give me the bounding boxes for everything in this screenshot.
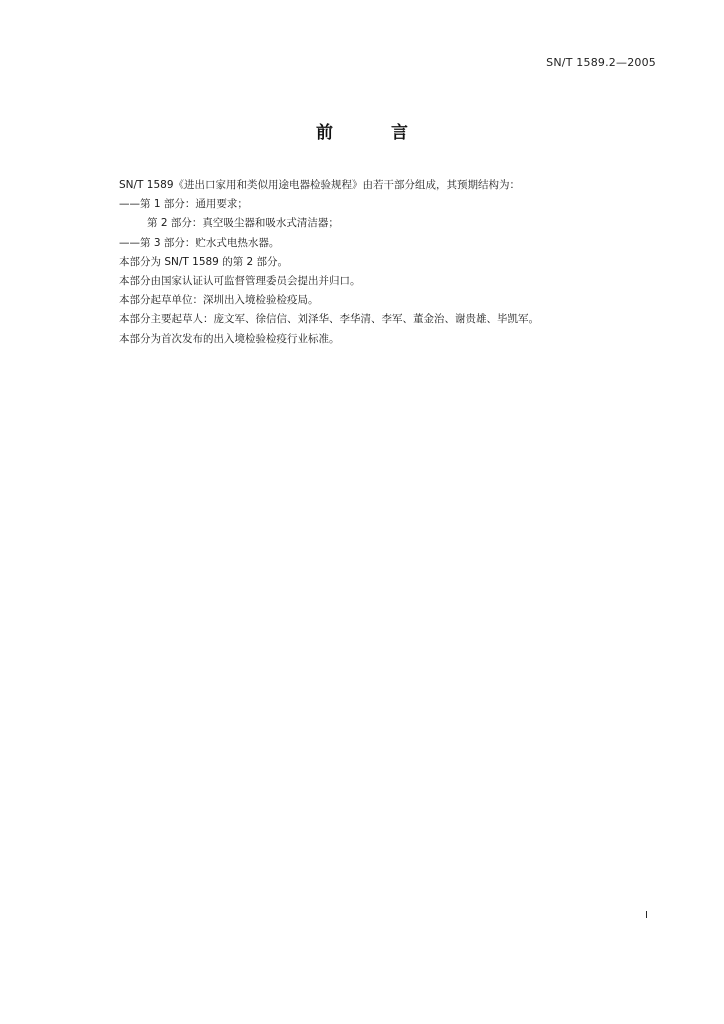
paragraph-line: ——第 1 部分：通用要求； <box>119 198 248 211</box>
page-title: 前 言 <box>316 123 434 143</box>
paragraph-line: 第 2 部分：真空吸尘器和吸水式清洁器； <box>147 217 339 230</box>
paragraph-line: 本部分为首次发布的出入境检验检疫行业标准。 <box>119 332 340 345</box>
standard-code: SN/T 1589.2—2005 <box>546 56 656 69</box>
page-number: I <box>645 910 648 921</box>
paragraph-line: 本部分主要起草人：庞文军、徐信信、刘泽华、李华清、李军、董金治、谢贵雄、毕凯军。 <box>119 313 539 326</box>
paragraph-line: ——第 3 部分：贮水式电热水器。 <box>119 236 280 249</box>
paragraph-line: 本部分起草单位：深圳出入境检验检疫局。 <box>119 294 319 307</box>
paragraph-line: 本部分由国家认证认可监督管理委员会提出并归口。 <box>119 275 361 288</box>
foreword-body <box>119 176 599 349</box>
paragraph-line: 本部分为 SN/T 1589 的第 2 部分。 <box>119 255 289 268</box>
paragraph-line: SN/T 1589《进出口家用和类似用途电器检验规程》由若干部分组成，其预期结构为： <box>119 179 521 191</box>
